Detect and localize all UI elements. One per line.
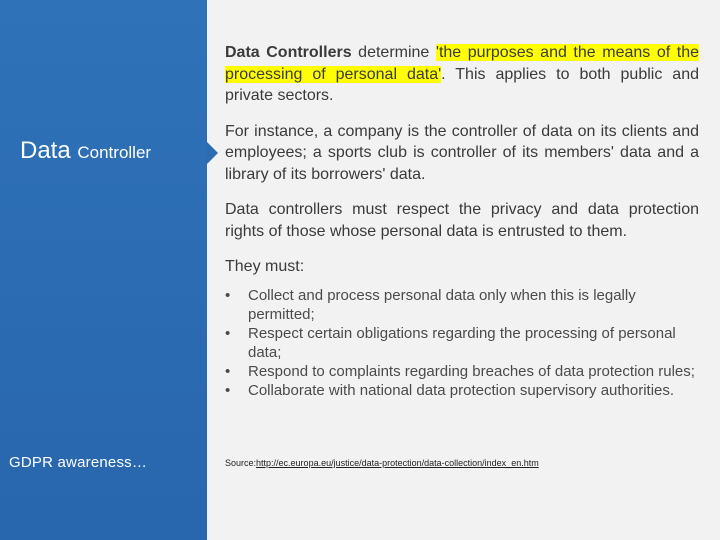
definition-term: Data Controllers — [225, 44, 352, 61]
definition-text-2: . This applies to both public and private sectors. — [225, 65, 699, 104]
they-must-heading: They must: — [225, 258, 305, 275]
sidebar — [0, 0, 207, 540]
source-link[interactable]: http://ec.europa.eu/justice/data-protection/data-collection/index_en.htm — [256, 458, 539, 468]
sidebar-title-main: Data — [20, 137, 71, 164]
list-item-text: Respond to complaints regarding breaches of data protection rules; — [248, 362, 695, 380]
bullet-icon: • — [225, 362, 231, 380]
paragraph-definition — [225, 42, 699, 107]
source-citation — [225, 458, 539, 468]
paragraph-example: For instance, a company is the controller of data on its clients and employees; a sports club is controller of its members' data and a library of its borrowers' data. — [225, 122, 699, 183]
pointer-arrow-icon — [207, 142, 218, 164]
list-item-text: Respect certain obligations regarding the processing of personal data; — [248, 324, 676, 361]
bullet-icon: • — [225, 324, 231, 342]
list-item-text: Collect and process personal data only when this is legally permitted; — [248, 286, 636, 323]
sidebar-title — [20, 137, 151, 165]
obligations-list — [225, 286, 699, 400]
main-content — [225, 42, 699, 400]
definition-highlight: 'the purposes and the means of the processing of personal data' — [225, 44, 700, 83]
bullet-icon: • — [225, 381, 231, 399]
list-item — [225, 381, 699, 400]
source-label: Source: — [225, 458, 257, 468]
list-item — [225, 362, 699, 381]
bullet-icon: • — [225, 286, 231, 304]
list-item — [225, 324, 699, 362]
list-item — [225, 286, 699, 324]
list-item-text: Collaborate with national data protection supervisory authorities. — [248, 381, 675, 399]
paragraph-obligation: Data controllers must respect the privacy and data protection rights of those whose personal data is entrusted to them. — [225, 201, 699, 240]
sidebar-footer: GDPR awareness… — [9, 454, 148, 471]
sidebar-title-small: Controller — [77, 143, 152, 162]
definition-text-1: determine — [351, 44, 436, 61]
